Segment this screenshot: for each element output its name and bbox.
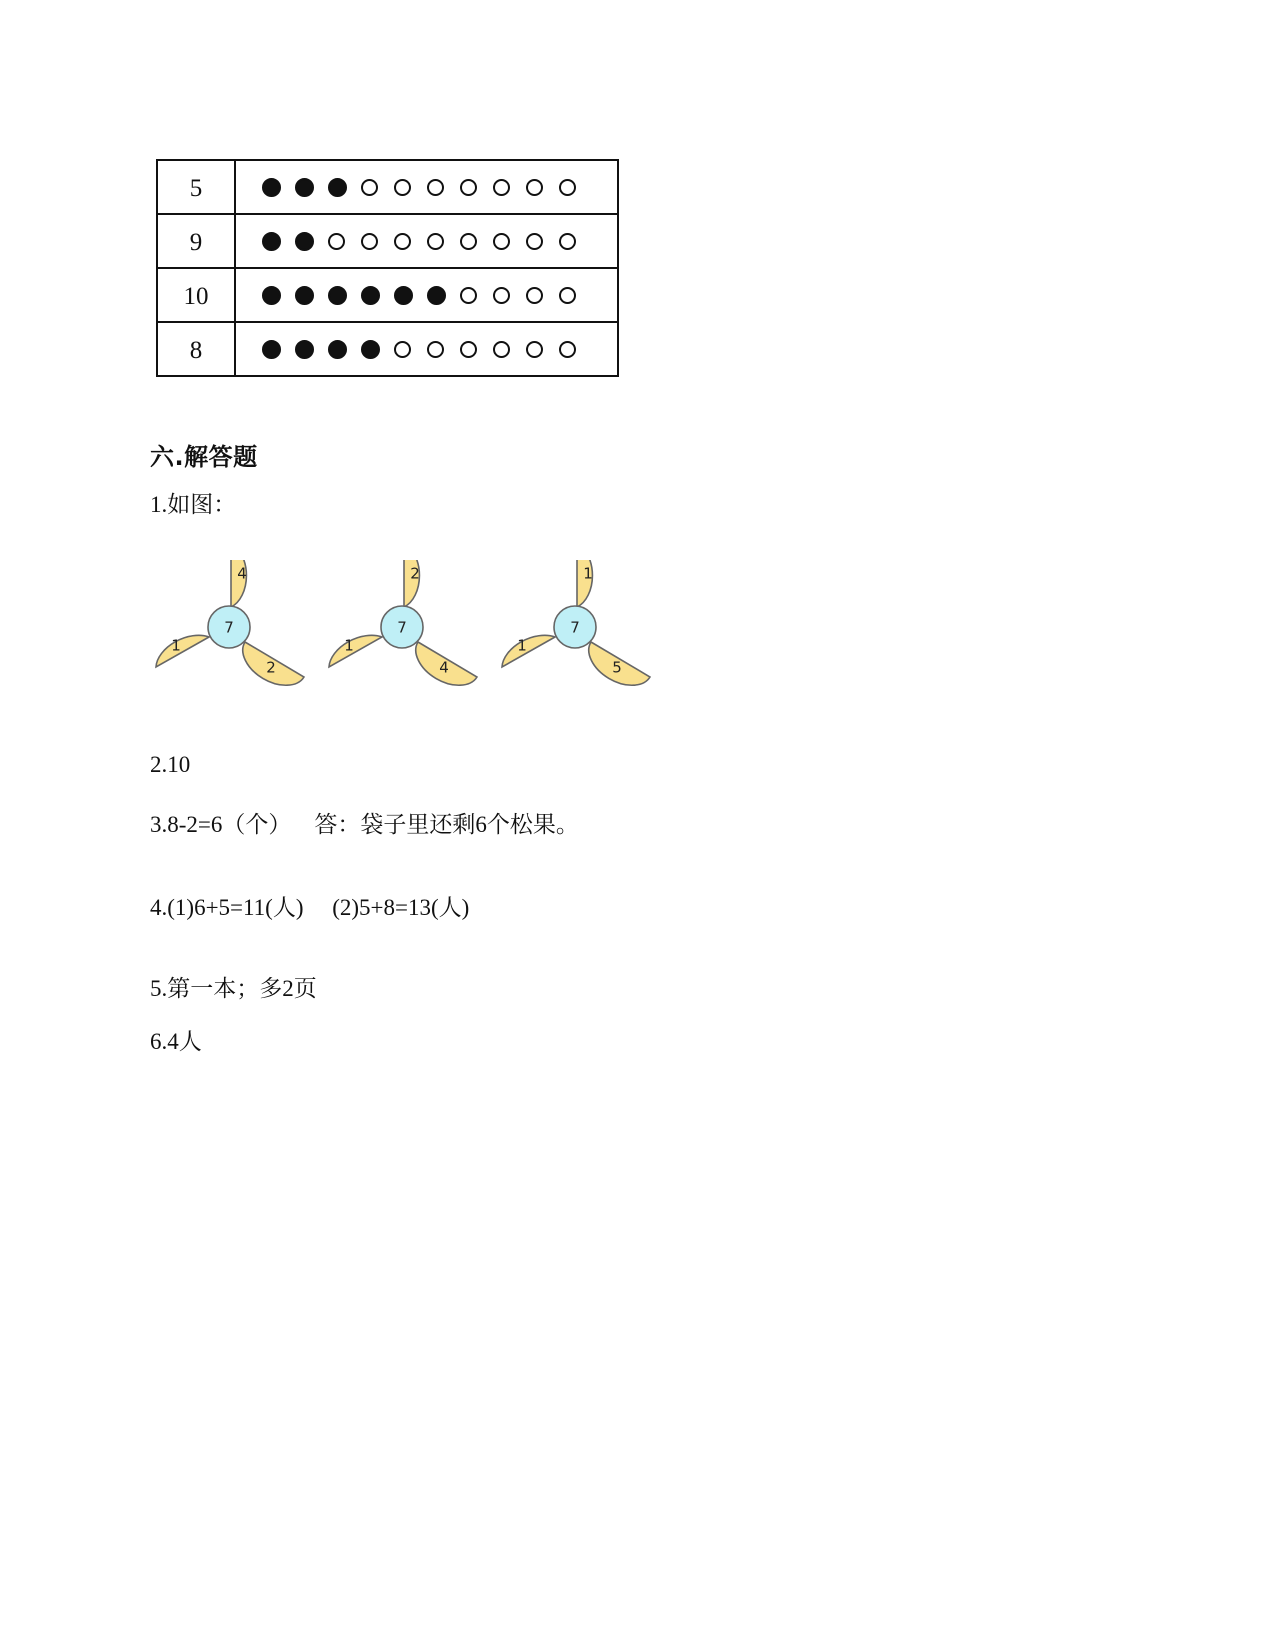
windmill-left-number: 1	[344, 636, 354, 655]
windmill-top-number: 1	[583, 564, 593, 583]
bead-row	[157, 214, 618, 268]
empty-bead	[427, 179, 444, 196]
bead-row-beads	[235, 214, 618, 268]
filled-bead	[262, 340, 281, 359]
bead-row-beads	[235, 268, 618, 322]
filled-bead	[295, 178, 314, 197]
filled-bead	[295, 232, 314, 251]
windmill-blade-left	[329, 635, 382, 667]
windmill-center-number: 7	[224, 618, 234, 637]
bead-row-beads	[235, 322, 618, 376]
answer-3: 3.8-2=6（个） 答：袋子里还剩6个松果。	[150, 812, 579, 837]
answer-6: 6.4人	[150, 1029, 202, 1054]
empty-bead	[526, 287, 543, 304]
windmill-blade-left	[502, 635, 555, 667]
empty-bead	[361, 179, 378, 196]
windmills-figure	[152, 560, 672, 720]
filled-bead	[328, 286, 347, 305]
empty-bead	[559, 287, 576, 304]
filled-bead	[361, 286, 380, 305]
windmill-right-number: 2	[266, 658, 276, 677]
empty-bead	[526, 179, 543, 196]
section-title: 六.解答题	[150, 443, 258, 471]
windmill-right-number: 4	[439, 658, 449, 677]
windmill-center-number: 7	[397, 618, 407, 637]
answer-5: 5.第一本；多2页	[150, 976, 317, 1001]
bead-row-number: 10	[157, 268, 235, 322]
bead-row-number: 8	[157, 322, 235, 376]
empty-bead	[526, 233, 543, 250]
filled-bead	[328, 178, 347, 197]
answer-1: 1.如图：	[150, 492, 237, 517]
bead-table	[156, 159, 619, 377]
empty-bead	[493, 233, 510, 250]
windmill	[156, 560, 304, 685]
empty-bead	[526, 341, 543, 358]
filled-bead	[427, 286, 446, 305]
bead-row	[157, 160, 618, 214]
windmill-right-number: 5	[612, 658, 622, 677]
empty-bead	[493, 287, 510, 304]
bead-row-beads	[235, 160, 618, 214]
windmill	[502, 560, 650, 685]
empty-bead	[493, 341, 510, 358]
empty-bead	[427, 233, 444, 250]
empty-bead	[361, 233, 378, 250]
filled-bead	[262, 286, 281, 305]
empty-bead	[394, 233, 411, 250]
empty-bead	[493, 179, 510, 196]
empty-bead	[460, 341, 477, 358]
empty-bead	[460, 233, 477, 250]
empty-bead	[559, 179, 576, 196]
filled-bead	[262, 232, 281, 251]
windmill-blade-left	[156, 635, 209, 667]
empty-bead	[460, 287, 477, 304]
empty-bead	[427, 341, 444, 358]
empty-bead	[394, 341, 411, 358]
windmill-top-number: 2	[410, 564, 420, 583]
windmill-left-number: 1	[171, 636, 181, 655]
windmill	[329, 560, 477, 685]
bead-table-body	[157, 160, 618, 376]
windmill-center-number: 7	[570, 618, 580, 637]
filled-bead	[295, 340, 314, 359]
empty-bead	[394, 179, 411, 196]
filled-bead	[262, 178, 281, 197]
filled-bead	[328, 340, 347, 359]
windmill-left-number: 1	[517, 636, 527, 655]
filled-bead	[394, 286, 413, 305]
empty-bead	[559, 233, 576, 250]
bead-row-number: 5	[157, 160, 235, 214]
empty-bead	[559, 341, 576, 358]
bead-row-number: 9	[157, 214, 235, 268]
windmill-top-number: 4	[237, 564, 247, 583]
filled-bead	[361, 340, 380, 359]
filled-bead	[295, 286, 314, 305]
answer-4: 4.(1)6+5=11(人) (2)5+8=13(人)	[150, 895, 470, 920]
answer-2: 2.10	[150, 752, 191, 777]
bead-row	[157, 322, 618, 376]
bead-row	[157, 268, 618, 322]
empty-bead	[328, 233, 345, 250]
empty-bead	[460, 179, 477, 196]
